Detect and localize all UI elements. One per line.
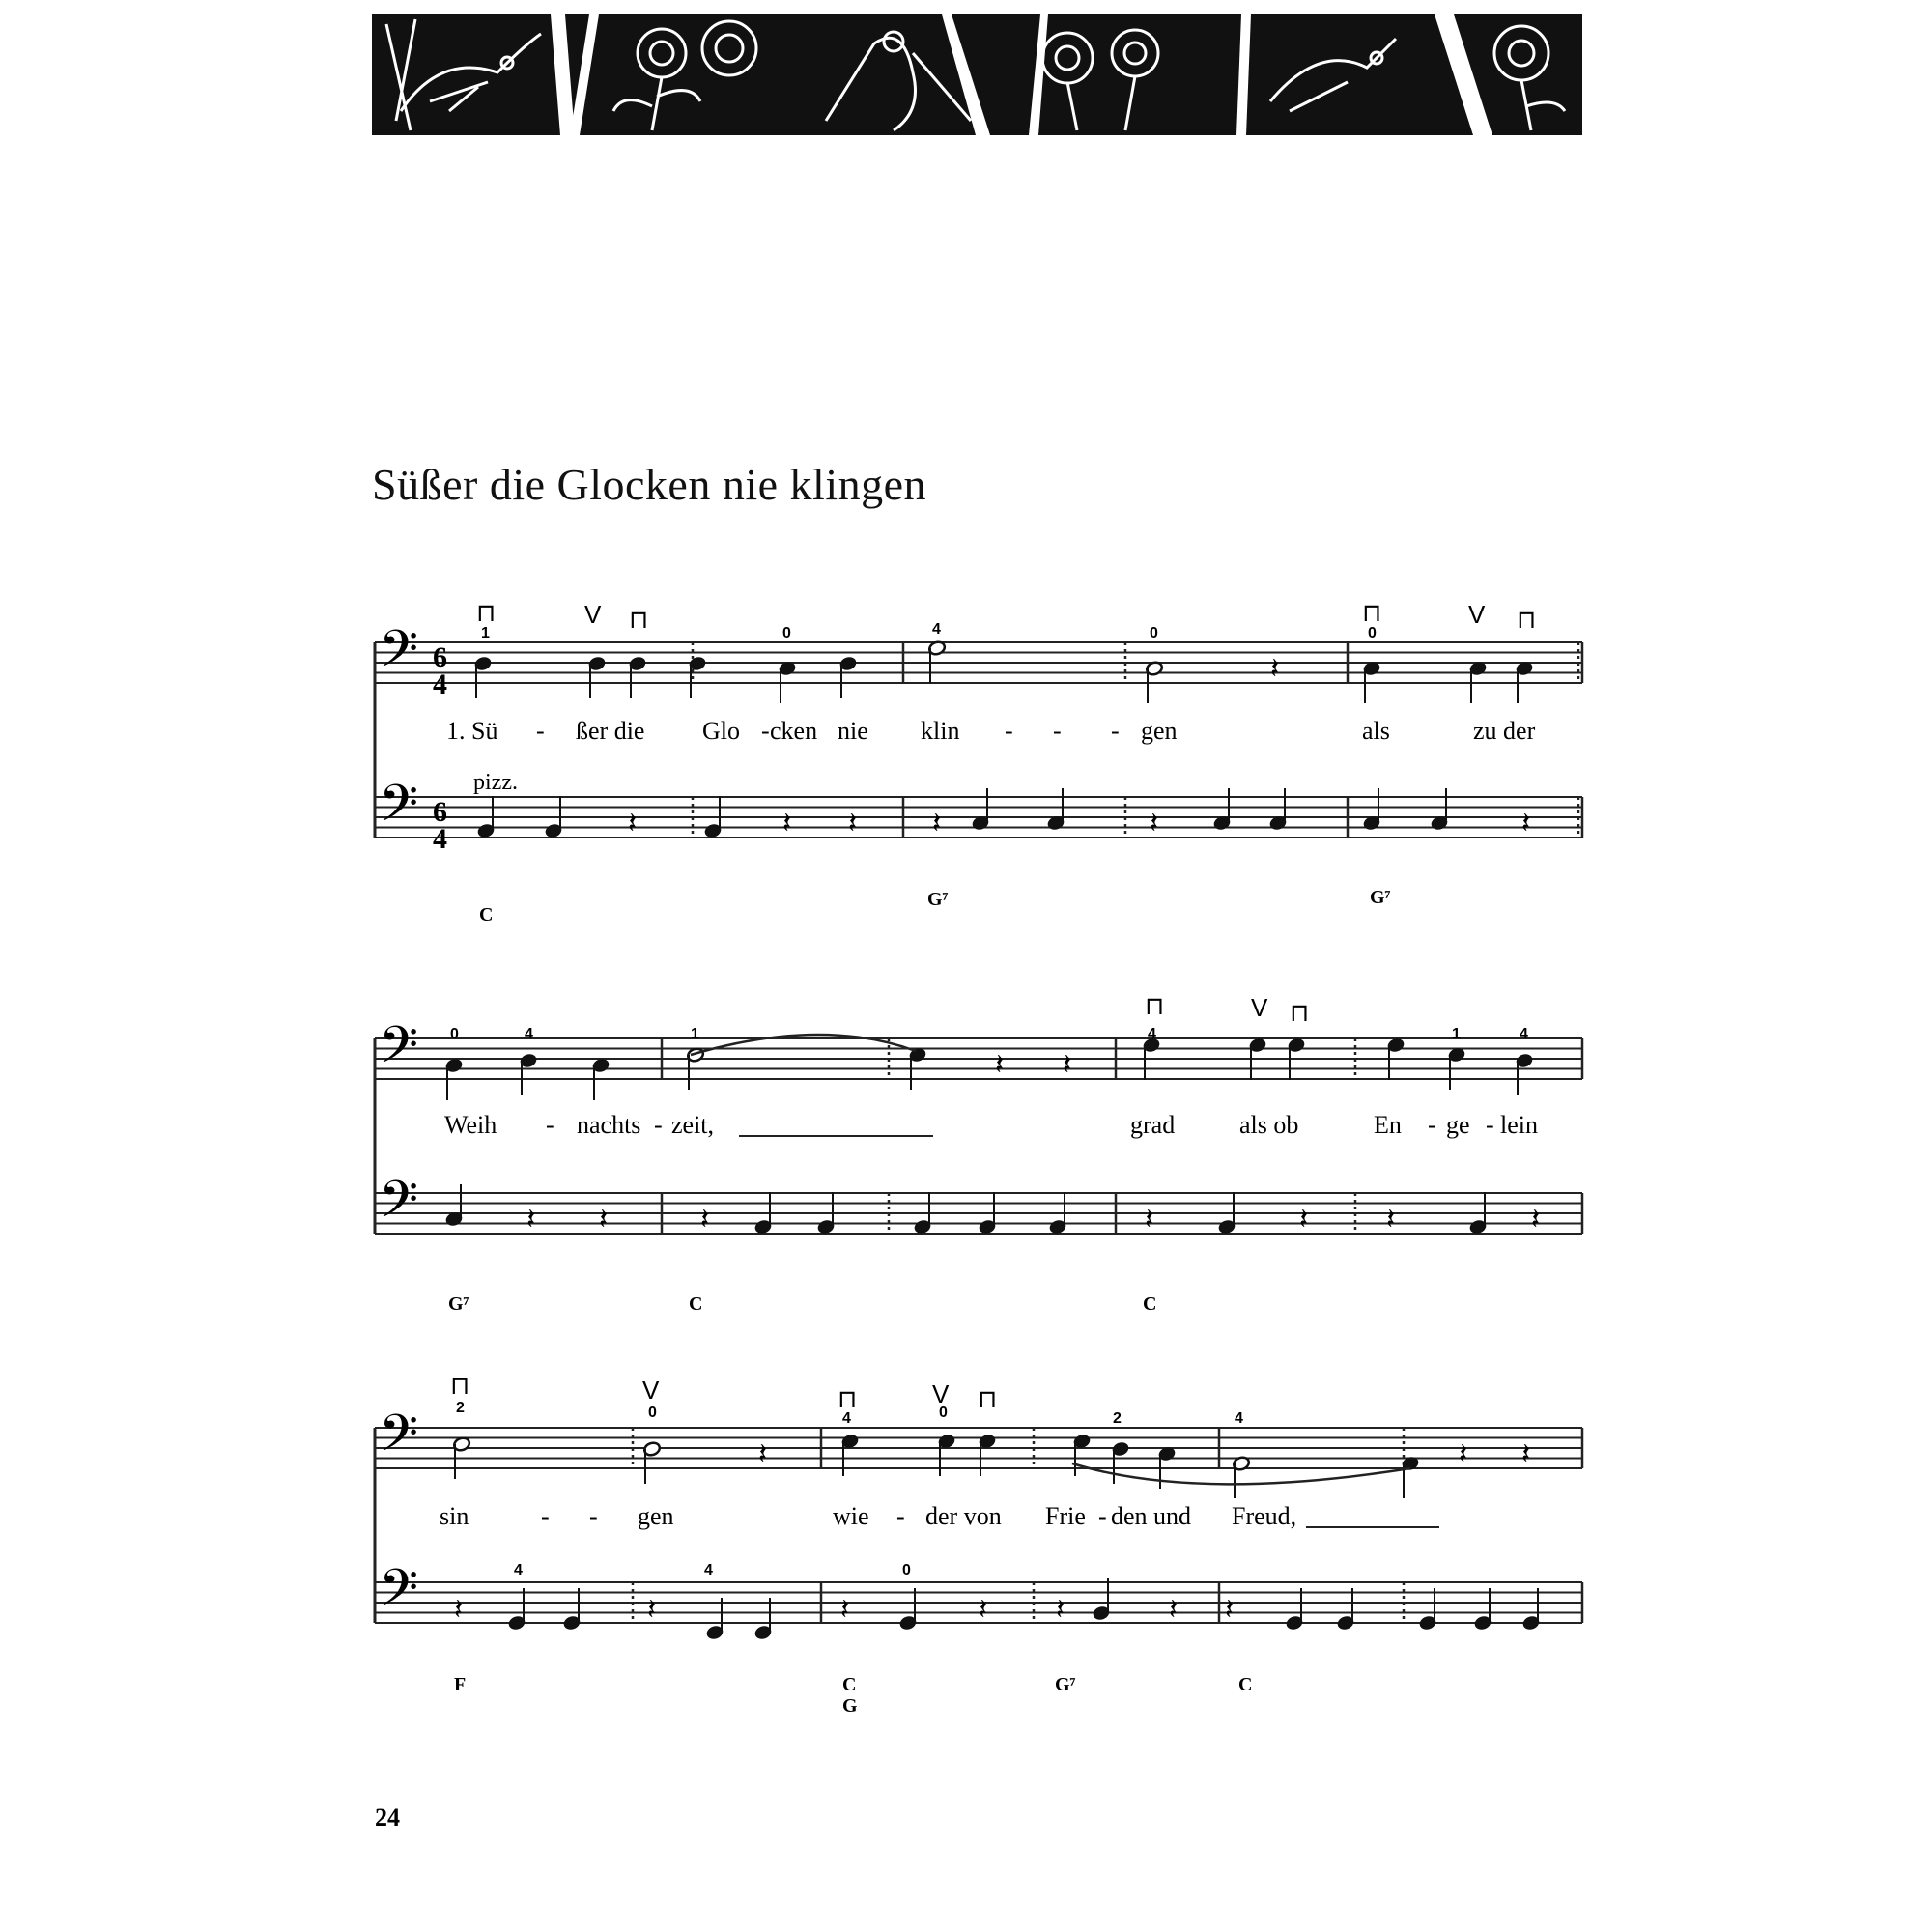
svg-text:-: -: [761, 717, 770, 745]
quarter-rest: 𝄽: [1145, 1203, 1154, 1236]
note: [1232, 1456, 1250, 1498]
svg-text:C: C: [479, 904, 494, 925]
quarter-rest: 𝄽: [1299, 1203, 1309, 1236]
svg-text:gen: gen: [638, 1502, 674, 1530]
note: [753, 1598, 772, 1640]
svg-text:0: 0: [902, 1562, 911, 1578]
svg-text:C: C: [1143, 1293, 1157, 1315]
svg-text:-: -: [1486, 1111, 1494, 1139]
svg-text:4: 4: [433, 668, 447, 700]
up-bow-icon: V: [1251, 993, 1268, 1022]
svg-text:-: -: [1428, 1111, 1436, 1139]
lyrics-line-1: [446, 717, 1536, 745]
svg-text:Weih: Weih: [444, 1111, 497, 1139]
bass-clef-icon: [379, 620, 418, 1631]
quarter-rest: 𝄽: [932, 807, 942, 840]
note: [1468, 661, 1487, 703]
svg-text:0: 0: [782, 625, 791, 641]
svg-text:0: 0: [648, 1405, 657, 1421]
slurs: [691, 1035, 1410, 1484]
svg-text:zeit,: zeit,: [671, 1111, 715, 1139]
svg-text:gen: gen: [1141, 717, 1178, 745]
svg-text:klin: klin: [921, 717, 960, 745]
note: [1285, 1588, 1303, 1631]
svg-text:-: -: [654, 1111, 663, 1139]
svg-text:G⁷: G⁷: [1055, 1674, 1076, 1695]
up-bow-icon: V: [1468, 600, 1486, 629]
note: [937, 1434, 955, 1476]
quarter-rest: 𝄽: [848, 807, 858, 840]
note: [1145, 661, 1163, 703]
note: [838, 656, 857, 698]
quarter-rest: 𝄽: [1386, 1203, 1396, 1236]
note: [473, 656, 492, 698]
svg-text:-: -: [589, 1502, 598, 1530]
quarter-rest: 𝄽: [1150, 807, 1159, 840]
svg-text:Freud,: Freud,: [1232, 1502, 1297, 1530]
svg-text:C: C: [1238, 1674, 1253, 1695]
quarter-rest: 𝄽: [454, 1593, 464, 1627]
svg-text:1. Sü: 1. Sü: [446, 717, 498, 745]
note: [628, 656, 646, 698]
note: [1072, 1434, 1091, 1476]
note: [1268, 788, 1287, 831]
svg-text:nachts: nachts: [577, 1111, 641, 1139]
svg-text:4: 4: [1235, 1410, 1243, 1427]
quarter-rest: 𝄽: [628, 807, 638, 840]
down-bow-icon: ⊓: [1517, 605, 1537, 634]
svg-text:nie: nie: [838, 717, 868, 745]
quarter-rest: 𝄽: [995, 1048, 1005, 1082]
quarter-rest: 𝄽: [1063, 1048, 1072, 1082]
quarter-rest: 𝄽: [1270, 652, 1280, 686]
quarter-rest: 𝄽: [1531, 1203, 1541, 1236]
svg-text:G⁷: G⁷: [448, 1293, 469, 1315]
down-bow-icon: ⊓: [838, 1384, 858, 1413]
svg-text:C: C: [689, 1293, 703, 1315]
svg-text:𝄢: 𝄢: [379, 1559, 419, 1631]
quarter-rest: 𝄽: [1521, 807, 1531, 840]
quarter-rest: 𝄽: [1056, 1593, 1065, 1627]
note: [587, 656, 606, 698]
svg-text:-: -: [541, 1502, 550, 1530]
barlines: [633, 642, 1582, 1623]
down-bow-icon: ⊓: [476, 598, 497, 627]
up-bow-icon: V: [932, 1379, 950, 1408]
note: [1515, 1053, 1533, 1095]
quarter-rest: 𝄽: [647, 1593, 657, 1627]
svg-text:4: 4: [1148, 1026, 1156, 1042]
quarter-rest: 𝄽: [700, 1203, 710, 1236]
expression-pizz: pizz.: [473, 770, 518, 795]
note: [1212, 788, 1231, 831]
svg-text:𝄢: 𝄢: [379, 620, 419, 692]
down-bow-icon: ⊓: [1362, 598, 1382, 627]
down-bow-icon: ⊓: [978, 1384, 998, 1413]
svg-text:2: 2: [1113, 1410, 1122, 1427]
svg-text:4: 4: [842, 1410, 851, 1427]
svg-text:-: -: [546, 1111, 554, 1139]
svg-text:-: -: [1053, 717, 1062, 745]
svg-text:2: 2: [456, 1400, 465, 1416]
note: [1473, 1588, 1492, 1631]
down-bow-icon: ⊓: [1290, 998, 1310, 1027]
svg-text:cken: cken: [770, 717, 818, 745]
svg-text:0: 0: [939, 1405, 948, 1421]
svg-text:0: 0: [1150, 625, 1158, 641]
svg-text:wie: wie: [833, 1502, 869, 1530]
note: [1362, 788, 1380, 831]
quarter-rest: 𝄽: [1521, 1437, 1531, 1471]
svg-text:4: 4: [514, 1562, 523, 1578]
svg-text:𝄢: 𝄢: [379, 1016, 419, 1088]
svg-text:als: als: [1362, 717, 1390, 745]
note: [705, 1598, 724, 1640]
quarter-rest: 𝄽: [1169, 1593, 1179, 1627]
svg-text:1: 1: [1452, 1026, 1461, 1042]
svg-text:lein: lein: [1500, 1111, 1538, 1139]
note: [1430, 788, 1448, 831]
down-bow-icon: ⊓: [450, 1371, 470, 1400]
svg-text:C: C: [842, 1674, 857, 1695]
svg-text:zu der: zu der: [1473, 717, 1536, 745]
note: [688, 656, 706, 698]
svg-text:G⁷: G⁷: [927, 889, 949, 910]
quarter-rest: 𝄽: [599, 1203, 609, 1236]
svg-text:sin: sin: [440, 1502, 469, 1530]
note: [978, 1434, 996, 1476]
svg-text:-: -: [1005, 717, 1013, 745]
note: [898, 1588, 917, 1631]
svg-text:Frie: Frie: [1045, 1502, 1086, 1530]
svg-text:4: 4: [704, 1562, 713, 1578]
note: [642, 1441, 661, 1484]
svg-text:-: -: [1111, 717, 1120, 745]
page-number: 24: [375, 1804, 400, 1832]
svg-text:𝄢: 𝄢: [379, 1171, 419, 1242]
svg-text:0: 0: [450, 1026, 459, 1042]
svg-text:1: 1: [691, 1026, 699, 1042]
note: [1092, 1578, 1110, 1621]
note: [1401, 1456, 1419, 1498]
svg-text:ßer die: ßer die: [576, 717, 645, 745]
note: [1521, 1588, 1540, 1631]
note: [1336, 1588, 1354, 1631]
svg-text:𝄢: 𝄢: [379, 1405, 419, 1476]
svg-text:grad: grad: [1130, 1111, 1176, 1139]
svg-text:G⁷: G⁷: [1370, 887, 1391, 908]
svg-text:4: 4: [932, 621, 941, 638]
svg-text:4: 4: [433, 823, 447, 855]
svg-text:En: En: [1374, 1111, 1402, 1139]
note: [778, 661, 796, 703]
svg-text:der von: der von: [925, 1502, 1002, 1530]
up-bow-icon: V: [642, 1376, 660, 1405]
svg-text:-: -: [536, 717, 545, 745]
note: [444, 1184, 463, 1227]
quarter-rest: 𝄽: [526, 1203, 536, 1236]
note: [1418, 1588, 1436, 1631]
notes: [444, 640, 1540, 1641]
svg-text:F: F: [454, 1674, 467, 1695]
song-title: Süßer die Glocken nie klingen: [372, 460, 927, 509]
note: [927, 640, 946, 683]
lyrics-line-3: [440, 1502, 1439, 1530]
svg-text:als ob: als ob: [1239, 1111, 1299, 1139]
svg-text:den und: den und: [1111, 1502, 1192, 1530]
quarter-rest: 𝄽: [1225, 1593, 1235, 1627]
svg-text:G: G: [842, 1695, 858, 1717]
svg-text:-: -: [1098, 1502, 1107, 1530]
note: [1046, 788, 1065, 831]
note: [507, 1588, 526, 1631]
svg-text:1: 1: [481, 625, 490, 641]
svg-text:6: 6: [433, 641, 447, 673]
note: [971, 788, 989, 831]
svg-text:𝄢: 𝄢: [379, 775, 419, 846]
note: [562, 1588, 581, 1631]
note: [1362, 661, 1380, 703]
svg-text:6: 6: [433, 796, 447, 828]
svg-text:4: 4: [525, 1026, 533, 1042]
down-bow-icon: ⊓: [629, 605, 649, 634]
note: [1515, 661, 1533, 703]
quarter-rest: 𝄽: [758, 1437, 768, 1471]
svg-text:ge: ge: [1446, 1111, 1470, 1139]
lyrics-line-2: [444, 1111, 1538, 1139]
svg-text:-: -: [896, 1502, 905, 1530]
svg-text:Glo: Glo: [702, 717, 740, 745]
down-bow-icon: ⊓: [1145, 991, 1165, 1020]
svg-text:4: 4: [1520, 1026, 1528, 1042]
up-bow-icon: V: [584, 600, 602, 629]
note: [840, 1434, 859, 1476]
quarter-rest: 𝄽: [979, 1593, 988, 1627]
svg-text:0: 0: [1368, 625, 1377, 641]
quarter-rest: 𝄽: [782, 807, 792, 840]
note: [519, 1053, 537, 1095]
time-signature: [433, 641, 447, 855]
quarter-rest: 𝄽: [1459, 1437, 1468, 1471]
quarter-rest: 𝄽: [840, 1593, 850, 1627]
